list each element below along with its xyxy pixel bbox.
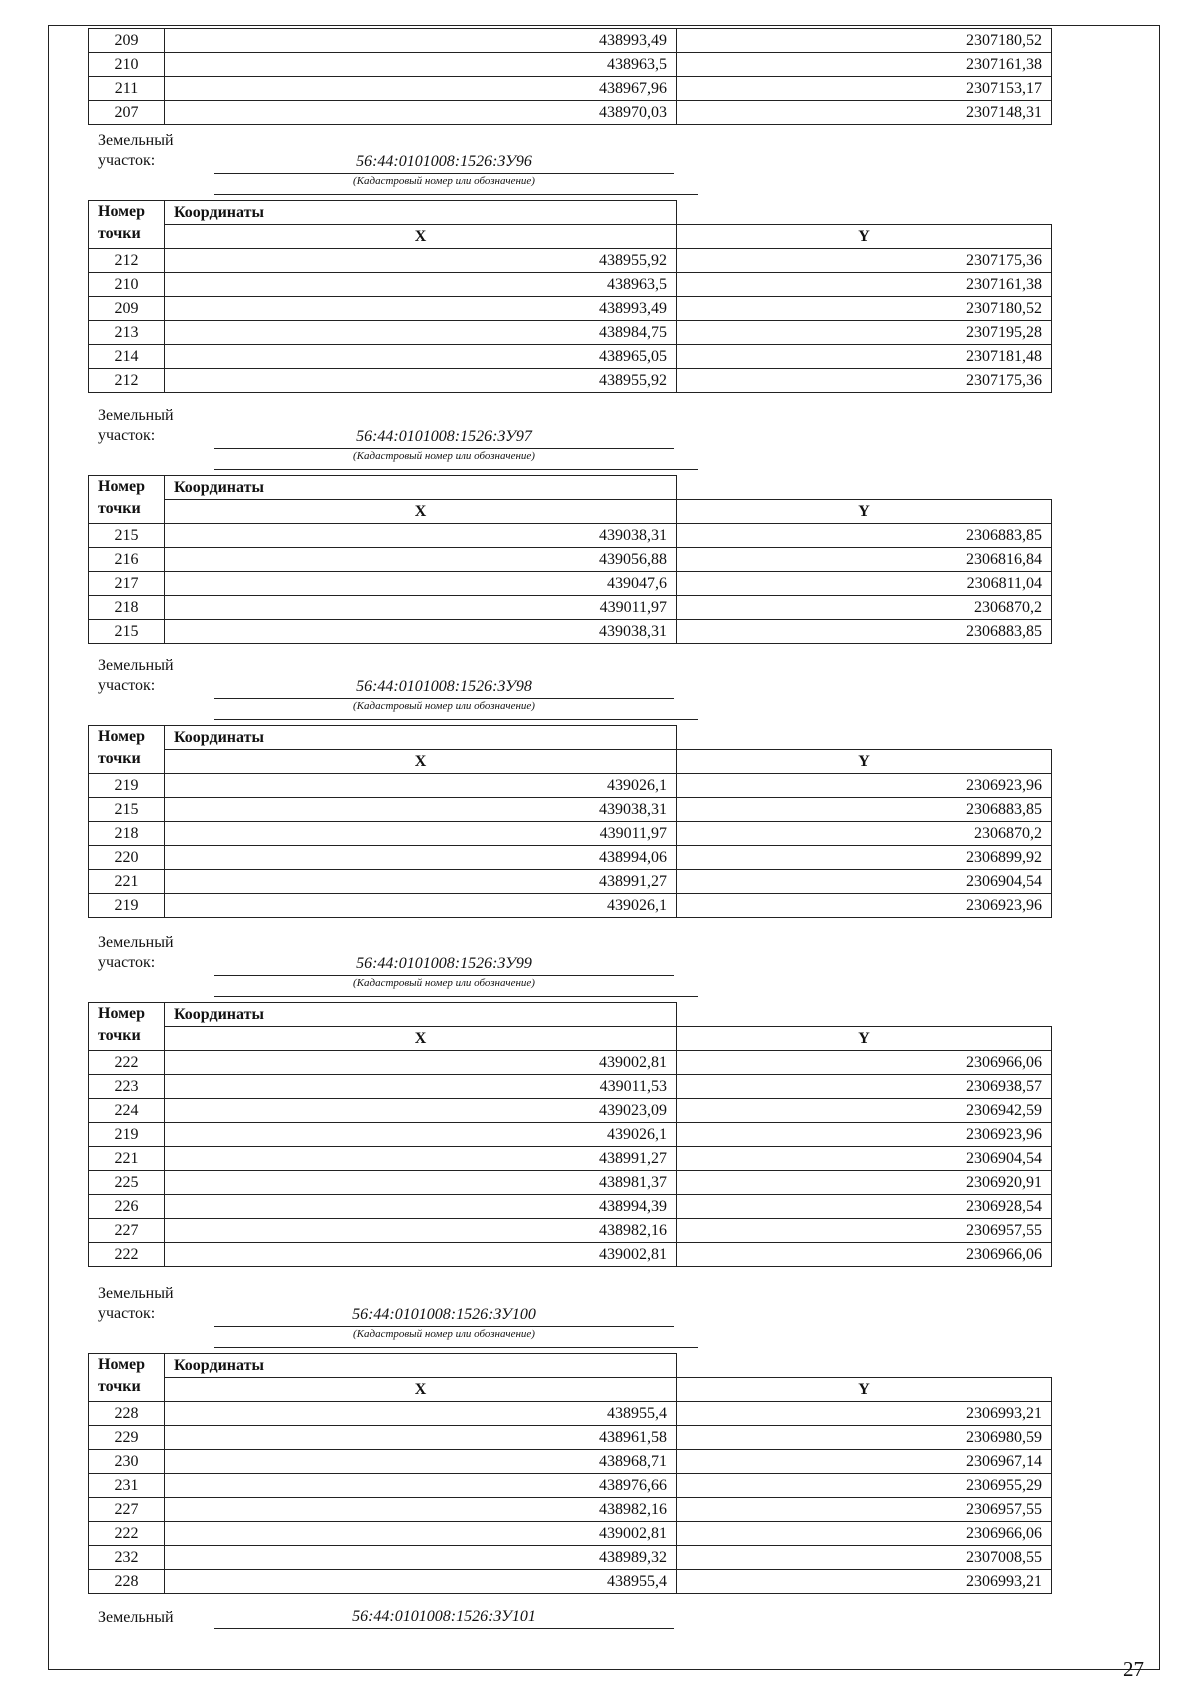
- coord-y: 2307153,17: [677, 77, 1052, 101]
- parcel-label-line1: Земельный: [98, 407, 174, 424]
- cadastral-hint: (Кадастровый номер или обозначение): [353, 450, 535, 462]
- coord-x: 438989,32: [165, 1546, 677, 1570]
- coord-y: 2307161,38: [677, 273, 1052, 297]
- table-row: [89, 249, 1052, 273]
- coord-y: 2306923,96: [677, 1123, 1052, 1147]
- table-row: [89, 77, 1052, 101]
- coord-y: 2306811,04: [677, 572, 1052, 596]
- table-row: [89, 1051, 1052, 1075]
- point-number: 218: [89, 822, 165, 846]
- coord-y: 2306923,96: [677, 894, 1052, 918]
- header-num-line2: точки: [98, 1027, 141, 1044]
- header-num-line1: Номер: [98, 728, 146, 745]
- coord-y: 2306904,54: [677, 870, 1052, 894]
- header-num-line2: точки: [98, 500, 141, 517]
- table-row: [89, 572, 1052, 596]
- header-rule: [214, 469, 698, 470]
- coord-x: 439056,88: [165, 548, 677, 572]
- table-row: [89, 1450, 1052, 1474]
- coord-x: 439002,81: [165, 1051, 677, 1075]
- header-x: X: [165, 1378, 677, 1402]
- table-row: [89, 620, 1052, 644]
- page-number: 27: [1123, 1657, 1144, 1681]
- table-row: [89, 1498, 1052, 1522]
- header-y: Y: [677, 225, 1052, 249]
- parcel-label-line2: участок:: [98, 152, 156, 169]
- table-row: [89, 1171, 1052, 1195]
- header-x: X: [165, 225, 677, 249]
- coord-x: 438963,5: [165, 273, 677, 297]
- header-point-number: [89, 201, 165, 249]
- table-header-row: [89, 750, 1052, 774]
- cadastral-hint: (Кадастровый номер или обозначение): [353, 977, 535, 989]
- coord-x: 438994,06: [165, 846, 677, 870]
- coord-x: 439038,31: [165, 620, 677, 644]
- header-num-line1: Номер: [98, 478, 146, 495]
- coord-x: 439011,97: [165, 822, 677, 846]
- coord-x: 439002,81: [165, 1522, 677, 1546]
- point-number: 227: [89, 1219, 165, 1243]
- coord-x: 439038,31: [165, 798, 677, 822]
- cadastral-number: 56:44:0101008:1526:ЗУ98: [214, 676, 674, 699]
- coord-x: 439023,09: [165, 1099, 677, 1123]
- header-num-line2: точки: [98, 225, 141, 242]
- parcel-label: [98, 131, 698, 187]
- point-number: 222: [89, 1522, 165, 1546]
- header-rule: [214, 719, 698, 720]
- parcel-label: [98, 656, 698, 712]
- coord-x: 438967,96: [165, 77, 677, 101]
- coord-y: 2306870,2: [677, 822, 1052, 846]
- header-coordinates: Координаты: [165, 726, 677, 750]
- table-row: [89, 524, 1052, 548]
- header-num-line1: Номер: [98, 1356, 146, 1373]
- continuation-table: [88, 28, 1052, 125]
- point-number: 209: [89, 29, 165, 53]
- coord-x: 438955,4: [165, 1402, 677, 1426]
- point-number: 221: [89, 870, 165, 894]
- cadastral-hint: (Кадастровый номер или обозначение): [353, 700, 535, 712]
- coord-y: 2306870,2: [677, 596, 1052, 620]
- coord-x: 438970,03: [165, 101, 677, 125]
- point-number: 229: [89, 1426, 165, 1450]
- coord-y: 2307181,48: [677, 345, 1052, 369]
- table-row: [89, 774, 1052, 798]
- coord-x: 438993,49: [165, 29, 677, 53]
- point-number: 212: [89, 369, 165, 393]
- table-header-row: [89, 201, 1052, 225]
- point-number: 223: [89, 1075, 165, 1099]
- point-number: 210: [89, 53, 165, 77]
- coord-y: 2306966,06: [677, 1522, 1052, 1546]
- trailing-parcel-label: [98, 1608, 698, 1628]
- header-x: X: [165, 500, 677, 524]
- coord-y: 2306899,92: [677, 846, 1052, 870]
- point-number: 221: [89, 1147, 165, 1171]
- table-row: [89, 846, 1052, 870]
- point-number: 211: [89, 77, 165, 101]
- table-row: [89, 29, 1052, 53]
- point-number: 219: [89, 894, 165, 918]
- point-number: 231: [89, 1474, 165, 1498]
- point-number: 212: [89, 249, 165, 273]
- coord-x: 438982,16: [165, 1498, 677, 1522]
- point-number: 226: [89, 1195, 165, 1219]
- coordinates-table: [88, 1002, 1052, 1267]
- coord-y: 2306883,85: [677, 620, 1052, 644]
- coord-y: 2307008,55: [677, 1546, 1052, 1570]
- coord-y: 2306883,85: [677, 798, 1052, 822]
- coord-y: 2306993,21: [677, 1570, 1052, 1594]
- header-blank: [677, 726, 1052, 750]
- point-number: 218: [89, 596, 165, 620]
- coord-x: 439026,1: [165, 774, 677, 798]
- cadastral-number: 56:44:0101008:1526:ЗУ97: [214, 426, 674, 449]
- coord-x: 438981,37: [165, 1171, 677, 1195]
- table-row: [89, 894, 1052, 918]
- table-row: [89, 1219, 1052, 1243]
- point-number: 214: [89, 345, 165, 369]
- coord-y: 2306883,85: [677, 524, 1052, 548]
- coord-y: 2306942,59: [677, 1099, 1052, 1123]
- table-row: [89, 596, 1052, 620]
- point-number: 219: [89, 1123, 165, 1147]
- parcel-label: [98, 933, 698, 989]
- parcel-label-line1: Земельный: [98, 132, 174, 149]
- coord-x: 438993,49: [165, 297, 677, 321]
- coord-y: 2306993,21: [677, 1402, 1052, 1426]
- cadastral-number: 56:44:0101008:1526:ЗУ101: [214, 1606, 674, 1629]
- point-number: 207: [89, 101, 165, 125]
- table-row: [89, 53, 1052, 77]
- point-number: 230: [89, 1450, 165, 1474]
- coord-y: 2307175,36: [677, 249, 1052, 273]
- header-rule: [214, 194, 698, 195]
- point-number: 210: [89, 273, 165, 297]
- coord-y: 2306920,91: [677, 1171, 1052, 1195]
- coord-x: 439011,53: [165, 1075, 677, 1099]
- coord-y: 2306816,84: [677, 548, 1052, 572]
- coord-x: 438965,05: [165, 345, 677, 369]
- coord-x: 438982,16: [165, 1219, 677, 1243]
- point-number: 216: [89, 548, 165, 572]
- coord-y: 2306938,57: [677, 1075, 1052, 1099]
- point-number: 220: [89, 846, 165, 870]
- parcel-label-line2: участок:: [98, 677, 156, 694]
- coord-x: 438955,4: [165, 1570, 677, 1594]
- point-number: 227: [89, 1498, 165, 1522]
- coord-y: 2306955,29: [677, 1474, 1052, 1498]
- coord-x: 439026,1: [165, 894, 677, 918]
- header-num-line1: Номер: [98, 203, 146, 220]
- header-point-number: [89, 1003, 165, 1051]
- table-row: [89, 1099, 1052, 1123]
- parcel-label-line1: Земельный: [98, 1285, 174, 1302]
- point-number: 222: [89, 1243, 165, 1267]
- table-row: [89, 1570, 1052, 1594]
- table-header-row: [89, 1027, 1052, 1051]
- header-y: Y: [677, 1378, 1052, 1402]
- point-number: 225: [89, 1171, 165, 1195]
- point-number: 232: [89, 1546, 165, 1570]
- continuation-body: [89, 29, 1052, 125]
- table-row: [89, 369, 1052, 393]
- coord-y: 2306967,14: [677, 1450, 1052, 1474]
- coord-x: 438955,92: [165, 369, 677, 393]
- header-coordinates: Координаты: [165, 1003, 677, 1027]
- coordinates-table: [88, 475, 1052, 644]
- parcel-label-line1: Земельный: [98, 657, 174, 674]
- table-header-row: [89, 500, 1052, 524]
- parcel-label-line2: участок:: [98, 427, 156, 444]
- table-header-row: [89, 225, 1052, 249]
- table-row: [89, 1075, 1052, 1099]
- table-header-row: [89, 1378, 1052, 1402]
- point-number: 215: [89, 524, 165, 548]
- header-coordinates: Координаты: [165, 201, 677, 225]
- cadastral-number: 56:44:0101008:1526:ЗУ100: [214, 1304, 674, 1327]
- coord-y: 2306904,54: [677, 1147, 1052, 1171]
- point-number: 224: [89, 1099, 165, 1123]
- table-row: [89, 1474, 1052, 1498]
- coord-x: 438963,5: [165, 53, 677, 77]
- coord-y: 2306923,96: [677, 774, 1052, 798]
- coord-x: 438976,66: [165, 1474, 677, 1498]
- header-coordinates: Координаты: [165, 476, 677, 500]
- table-row: [89, 1522, 1052, 1546]
- point-number: 209: [89, 297, 165, 321]
- point-number: 217: [89, 572, 165, 596]
- header-num-line2: точки: [98, 1378, 141, 1395]
- parcel-label: [98, 1284, 698, 1340]
- coord-x: 439038,31: [165, 524, 677, 548]
- header-blank: [677, 201, 1052, 225]
- point-number: 228: [89, 1570, 165, 1594]
- coord-x: 438984,75: [165, 321, 677, 345]
- coord-y: 2307180,52: [677, 29, 1052, 53]
- header-y: Y: [677, 750, 1052, 774]
- point-number: 219: [89, 774, 165, 798]
- table-row: [89, 101, 1052, 125]
- table-row: [89, 1402, 1052, 1426]
- header-point-number: [89, 726, 165, 774]
- coord-y: 2307180,52: [677, 297, 1052, 321]
- coord-x: 439002,81: [165, 1243, 677, 1267]
- coord-x: 439011,97: [165, 596, 677, 620]
- table-row: [89, 321, 1052, 345]
- coord-y: 2306980,59: [677, 1426, 1052, 1450]
- table-row: [89, 798, 1052, 822]
- table-row: [89, 345, 1052, 369]
- cadastral-hint: (Кадастровый номер или обозначение): [353, 1328, 535, 1340]
- coordinates-table: [88, 1353, 1052, 1594]
- table-header-row: [89, 1354, 1052, 1378]
- table-row: [89, 870, 1052, 894]
- table-header-row: [89, 1003, 1052, 1027]
- coord-y: 2307175,36: [677, 369, 1052, 393]
- table-row: [89, 1426, 1052, 1450]
- table-row: [89, 1546, 1052, 1570]
- coord-y: 2307195,28: [677, 321, 1052, 345]
- header-num-line1: Номер: [98, 1005, 146, 1022]
- header-blank: [677, 1003, 1052, 1027]
- coord-y: 2306966,06: [677, 1051, 1052, 1075]
- point-number: 222: [89, 1051, 165, 1075]
- point-number: 215: [89, 798, 165, 822]
- coord-x: 438961,58: [165, 1426, 677, 1450]
- point-number: 213: [89, 321, 165, 345]
- header-x: X: [165, 750, 677, 774]
- coord-y: 2306957,55: [677, 1498, 1052, 1522]
- table-row: [89, 822, 1052, 846]
- header-coordinates: Координаты: [165, 1354, 677, 1378]
- table-row: [89, 1147, 1052, 1171]
- point-number: 215: [89, 620, 165, 644]
- coord-x: 438955,92: [165, 249, 677, 273]
- parcel-label-text: Земельный: [98, 1609, 174, 1626]
- coord-x: 438994,39: [165, 1195, 677, 1219]
- coordinates-table: [88, 725, 1052, 918]
- header-num-line2: точки: [98, 750, 141, 767]
- coord-x: 438968,71: [165, 1450, 677, 1474]
- table-row: [89, 1243, 1052, 1267]
- table-header-row: [89, 726, 1052, 750]
- parcel-label: [98, 406, 698, 462]
- parcel-label-line1: Земельный: [98, 934, 174, 951]
- coord-y: 2306928,54: [677, 1195, 1052, 1219]
- parcel-label-line2: участок:: [98, 954, 156, 971]
- header-rule: [214, 996, 698, 997]
- table-row: [89, 297, 1052, 321]
- table-header-row: [89, 476, 1052, 500]
- table-row: [89, 1195, 1052, 1219]
- coord-x: 438991,27: [165, 870, 677, 894]
- coord-x: 439047,6: [165, 572, 677, 596]
- cadastral-hint: (Кадастровый номер или обозначение): [353, 175, 535, 187]
- header-point-number: [89, 476, 165, 524]
- header-y: Y: [677, 1027, 1052, 1051]
- table-row: [89, 273, 1052, 297]
- coord-x: 439026,1: [165, 1123, 677, 1147]
- cadastral-number: 56:44:0101008:1526:ЗУ96: [214, 151, 674, 174]
- header-blank: [677, 476, 1052, 500]
- header-point-number: [89, 1354, 165, 1402]
- header-rule: [214, 1347, 698, 1348]
- coord-y: 2307161,38: [677, 53, 1052, 77]
- coord-y: 2307148,31: [677, 101, 1052, 125]
- cadastral-number: 56:44:0101008:1526:ЗУ99: [214, 953, 674, 976]
- coord-y: 2306966,06: [677, 1243, 1052, 1267]
- coord-x: 438991,27: [165, 1147, 677, 1171]
- point-number: 228: [89, 1402, 165, 1426]
- header-blank: [677, 1354, 1052, 1378]
- table-row: [89, 1123, 1052, 1147]
- parcel-label-line2: участок:: [98, 1305, 156, 1322]
- table-row: [89, 548, 1052, 572]
- header-y: Y: [677, 500, 1052, 524]
- coordinates-table: [88, 200, 1052, 393]
- coord-y: 2306957,55: [677, 1219, 1052, 1243]
- header-x: X: [165, 1027, 677, 1051]
